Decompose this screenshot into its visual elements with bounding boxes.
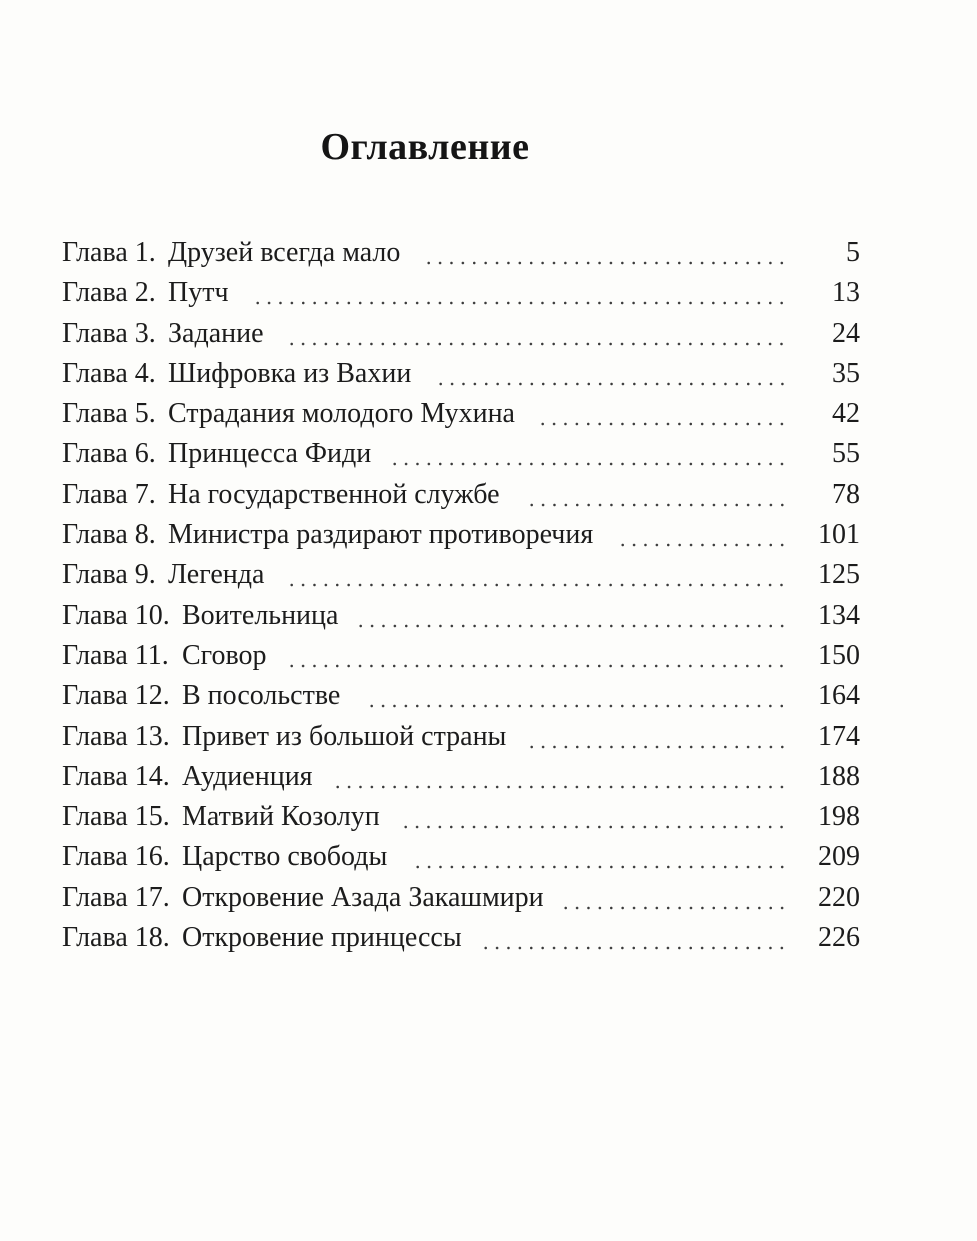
- chapter-title: Откровение принцессы: [182, 922, 462, 954]
- page-number: 188: [818, 760, 860, 792]
- toc-entry: [62, 878, 862, 918]
- dot-leader: [537, 421, 788, 427]
- chapter-title: Путч: [168, 277, 229, 309]
- chapter-title: На государственной службе: [168, 478, 500, 510]
- chapter-number: Глава 4.: [62, 357, 156, 389]
- chapter-number: Глава 15.: [62, 801, 170, 833]
- dot-leader: [526, 502, 788, 508]
- toc-entry-label: [62, 596, 338, 636]
- dot-leader: [286, 582, 788, 588]
- toc-entry: [62, 515, 862, 555]
- dot-leader: [435, 381, 788, 387]
- dot-leader: [286, 663, 788, 669]
- chapter-number: Глава 8.: [62, 519, 156, 551]
- page-number: 35: [832, 357, 860, 389]
- page-number: 220: [818, 881, 860, 913]
- chapter-number: Глава 6.: [62, 438, 156, 470]
- page-number: 42: [832, 398, 860, 430]
- toc-entry-label: [62, 314, 264, 354]
- chapter-title: Аудиенция: [182, 760, 313, 792]
- page-number: 209: [818, 841, 860, 873]
- chapter-number: Глава 12.: [62, 680, 170, 712]
- page-number: 164: [818, 680, 860, 712]
- toc-entry: [62, 273, 862, 313]
- chapter-title: Воительница: [182, 599, 339, 631]
- toc-entry-label: [62, 515, 593, 555]
- chapter-number: Глава 3.: [62, 317, 156, 349]
- page-number: 125: [818, 559, 860, 591]
- chapter-title: Министра раздирают противоречия: [168, 519, 594, 551]
- chapter-title: Матвий Козолуп: [182, 801, 380, 833]
- chapter-number: Глава 16.: [62, 841, 170, 873]
- dot-leader: [252, 300, 788, 306]
- toc-entry: [62, 717, 862, 757]
- dot-leader: [423, 260, 788, 266]
- toc-entry: [62, 354, 862, 394]
- page-number: 198: [818, 801, 860, 833]
- chapter-title: Царство свободы: [182, 841, 388, 873]
- page-number: 174: [818, 720, 860, 752]
- toc-entry: [62, 394, 862, 434]
- toc-entry: [62, 434, 862, 474]
- toc-entry-label: [62, 717, 506, 757]
- toc-entry: [62, 918, 862, 958]
- dot-leader: [560, 905, 788, 911]
- chapter-title: Сговор: [182, 639, 267, 671]
- dot-leader: [332, 784, 788, 790]
- page-number: 5: [846, 237, 860, 268]
- toc-entry: [62, 314, 862, 354]
- page-number: 101: [818, 519, 860, 551]
- chapter-title: Друзей всегда мало: [168, 237, 401, 268]
- page-number: 13: [832, 277, 860, 309]
- dot-leader: [526, 744, 788, 750]
- toc-entry-label: [62, 354, 411, 394]
- toc-entry-label: [62, 636, 267, 676]
- chapter-number: Глава 10.: [62, 599, 170, 631]
- chapter-number: Глава 1.: [62, 237, 156, 268]
- dot-leader: [286, 341, 788, 347]
- chapter-title: Привет из большой страны: [182, 720, 507, 752]
- toc-entry-label: [62, 676, 340, 716]
- table-of-contents: [62, 233, 862, 958]
- page-title: Оглавление: [320, 126, 530, 169]
- toc-entry-label: [62, 837, 387, 877]
- toc-entry: [62, 676, 862, 716]
- toc-entry-label: [62, 797, 380, 837]
- chapter-title: Принцесса Фиди: [168, 438, 372, 470]
- page-number: 55: [832, 438, 860, 470]
- chapter-title: Страдания молодого Мухина: [168, 398, 515, 430]
- toc-entry: [62, 797, 862, 837]
- page-number: 78: [832, 478, 860, 510]
- toc-entry: [62, 757, 862, 797]
- chapter-title: Легенда: [168, 559, 265, 591]
- page-number: 150: [818, 639, 860, 671]
- dot-leader: [355, 623, 788, 629]
- toc-entry: [62, 636, 862, 676]
- dot-leader: [389, 461, 788, 467]
- toc-entry-label: [62, 434, 371, 474]
- toc-entry-label: [62, 273, 229, 313]
- dot-leader: [412, 864, 788, 870]
- toc-entry: [62, 596, 862, 636]
- chapter-number: Глава 5.: [62, 398, 156, 430]
- chapter-number: Глава 17.: [62, 881, 170, 913]
- page-number: 134: [818, 599, 860, 631]
- chapter-number: Глава 2.: [62, 277, 156, 309]
- chapter-title: Шифровка из Вахии: [168, 357, 412, 389]
- chapter-number: Глава 7.: [62, 478, 156, 510]
- dot-leader: [400, 824, 788, 830]
- dot-leader: [480, 945, 788, 951]
- chapter-number: Глава 11.: [62, 639, 169, 671]
- toc-entry: [62, 233, 862, 273]
- chapter-number: Глава 13.: [62, 720, 170, 752]
- toc-entry-label: [62, 878, 544, 918]
- chapter-title: В посольстве: [182, 680, 341, 712]
- toc-entry-label: [62, 475, 500, 515]
- dot-leader: [366, 703, 788, 709]
- dot-leader: [617, 542, 788, 548]
- toc-entry: [62, 555, 862, 595]
- toc-entry-label: [62, 757, 313, 797]
- toc-entry-label: [62, 555, 264, 595]
- page-number: 24: [832, 317, 860, 349]
- chapter-number: Глава 18.: [62, 922, 170, 954]
- toc-entry: [62, 837, 862, 877]
- toc-entry-label: [62, 394, 515, 434]
- page-number: 226: [818, 922, 860, 954]
- chapter-number: Глава 14.: [62, 760, 170, 792]
- chapter-title: Задание: [168, 317, 264, 349]
- toc-entry-label: [62, 918, 462, 958]
- chapter-title: Откровение Азада Закашмири: [182, 881, 544, 913]
- chapter-number: Глава 9.: [62, 559, 156, 591]
- toc-entry: [62, 475, 862, 515]
- toc-entry-label: [62, 233, 400, 273]
